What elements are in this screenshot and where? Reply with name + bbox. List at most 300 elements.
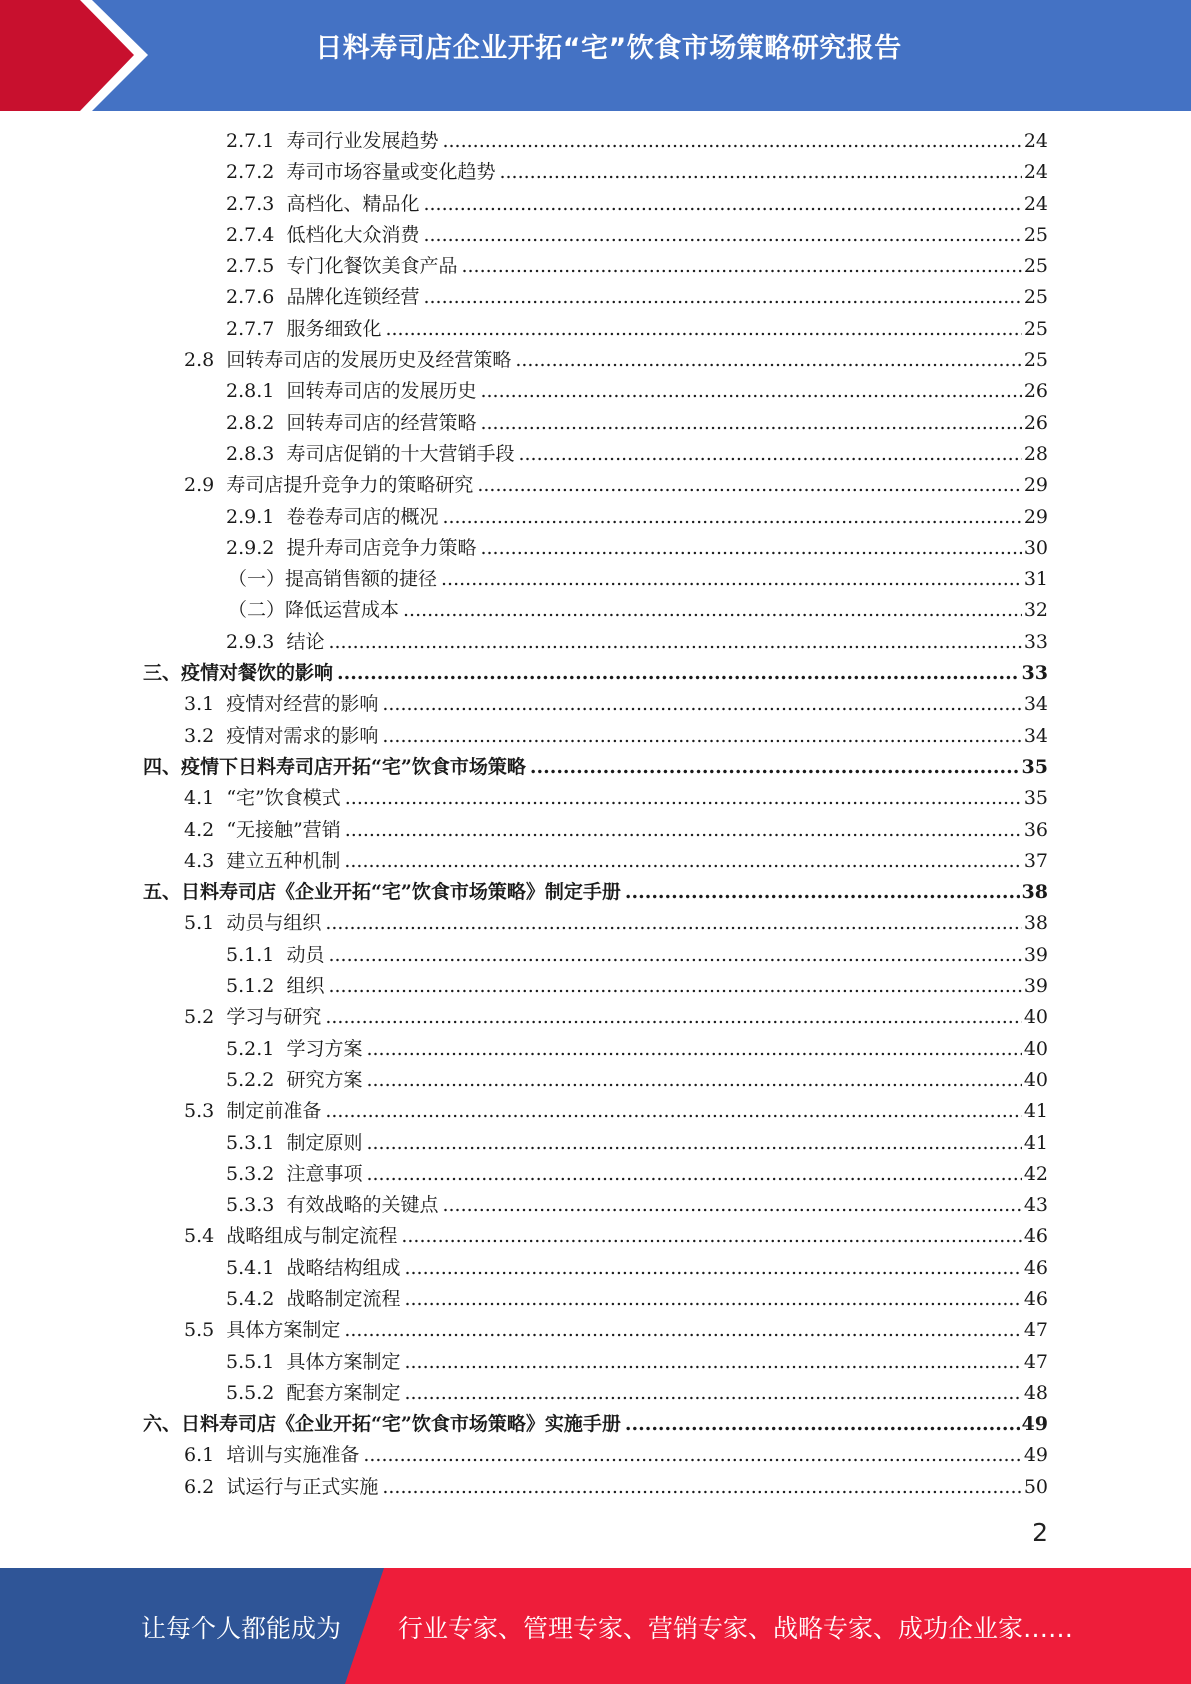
toc-page-number: 25 xyxy=(1023,286,1048,309)
toc-dot-leader xyxy=(337,658,1020,689)
toc-entry[interactable] xyxy=(0,1472,1191,1503)
toc-entry[interactable] xyxy=(0,1096,1191,1127)
toc-section-title: 动员与组织 xyxy=(226,912,322,935)
toc-number-spacer xyxy=(274,971,286,1002)
toc-entry[interactable] xyxy=(0,1253,1191,1284)
toc-dot-leader xyxy=(480,376,1021,407)
toc-section-number: 2.9.1 xyxy=(226,505,275,528)
toc-entry[interactable] xyxy=(0,533,1191,564)
toc-number-spacer xyxy=(274,940,286,971)
toc-section-number: 5.1.1 xyxy=(226,943,275,966)
toc-entry[interactable] xyxy=(0,658,1191,689)
toc-number-spacer xyxy=(274,314,286,345)
toc-entry[interactable] xyxy=(0,721,1191,752)
toc-entry-lead xyxy=(184,1440,1024,1471)
toc-dot-leader xyxy=(515,345,1021,376)
toc-page-number: 35 xyxy=(1021,755,1048,778)
toc-section-number: 4.1 xyxy=(184,787,215,810)
toc-entry-lead xyxy=(226,1034,1024,1065)
toc-section-title: （一）提高销售额的捷径 xyxy=(228,568,438,591)
toc-section-number: 2.7.6 xyxy=(226,286,275,309)
toc-number-spacer xyxy=(274,220,286,251)
toc-entry-lead xyxy=(226,1159,1024,1190)
toc-section-title: 试运行与正式实施 xyxy=(226,1475,379,1498)
toc-entry-lead xyxy=(226,502,1024,533)
toc-dot-leader xyxy=(403,595,1022,626)
toc-page-number: 26 xyxy=(1023,380,1048,403)
toc-number-spacer xyxy=(274,408,286,439)
toc-dot-leader xyxy=(499,157,1021,188)
toc-number-spacer xyxy=(274,157,286,188)
toc-section-title: 学习与研究 xyxy=(226,1006,322,1029)
toc-section-title: 卷卷寿司店的概况 xyxy=(286,505,439,528)
toc-entry-lead xyxy=(226,1347,1024,1378)
toc-number-spacer xyxy=(274,251,286,282)
toc-section-number: 2.8.1 xyxy=(226,380,275,403)
toc-entry-lead xyxy=(184,1096,1024,1127)
toc-entry[interactable] xyxy=(0,282,1191,313)
toc-page-number: 41 xyxy=(1023,1100,1048,1123)
toc-page-number: 49 xyxy=(1021,1413,1048,1436)
toc-section-number: 5.2 xyxy=(184,1006,215,1029)
toc-entry[interactable] xyxy=(0,1221,1191,1252)
toc-section-title: 五、日料寿司店《企业开拓“宅”饮食市场策略》制定手册 xyxy=(143,881,621,904)
toc-number-spacer xyxy=(214,908,226,939)
toc-dot-leader xyxy=(625,877,1020,908)
toc-entry[interactable] xyxy=(0,1190,1191,1221)
toc-entry-lead xyxy=(184,1002,1024,1033)
toc-number-spacer xyxy=(214,470,226,501)
toc-dot-leader xyxy=(366,1034,1021,1065)
toc-section-title: 寿司行业发展趋势 xyxy=(286,130,439,152)
toc-section-title: 具体方案制定 xyxy=(286,1350,401,1373)
toc-entry[interactable] xyxy=(0,376,1191,407)
toc-number-spacer xyxy=(214,1096,226,1127)
toc-dot-leader xyxy=(344,846,1021,877)
page-header xyxy=(0,0,1191,111)
toc-number-spacer xyxy=(214,1472,226,1503)
toc-number-spacer xyxy=(214,1440,226,1471)
toc-entry[interactable] xyxy=(0,1378,1191,1409)
toc-entry-lead xyxy=(228,564,1024,595)
toc-number-spacer xyxy=(214,721,226,752)
toc-dot-leader xyxy=(325,1096,1021,1127)
toc-section-number: 2.8.2 xyxy=(226,411,275,434)
toc-entry[interactable] xyxy=(0,1315,1191,1346)
toc-section-title: 战略制定流程 xyxy=(286,1287,401,1310)
toc-number-spacer xyxy=(214,1002,226,1033)
toc-entry[interactable] xyxy=(0,251,1191,282)
toc-number-spacer xyxy=(214,1221,226,1252)
toc-number-spacer xyxy=(274,1065,286,1096)
toc-page-number: 35 xyxy=(1023,787,1048,810)
toc-page-number: 39 xyxy=(1023,975,1048,998)
toc-page-number: 24 xyxy=(1023,130,1048,152)
toc-dot-leader xyxy=(480,533,1021,564)
toc-entry-lead xyxy=(184,783,1024,814)
toc-dot-leader xyxy=(328,971,1021,1002)
toc-section-number: 2.8.3 xyxy=(226,442,275,465)
toc-dot-leader xyxy=(345,783,1022,814)
toc-dot-leader xyxy=(442,502,1021,533)
toc-entry-lead xyxy=(143,752,1022,783)
toc-page-number: 41 xyxy=(1023,1131,1048,1154)
toc-entry[interactable] xyxy=(0,1065,1191,1096)
toc-section-number: 6.1 xyxy=(184,1444,215,1467)
toc-entry[interactable] xyxy=(0,752,1191,783)
toc-number-spacer xyxy=(274,1378,286,1409)
toc-dot-leader xyxy=(442,1190,1021,1221)
toc-entry-lead xyxy=(143,658,1022,689)
toc-entry[interactable] xyxy=(0,408,1191,439)
toc-dot-leader xyxy=(382,721,1021,752)
toc-dot-leader xyxy=(345,815,1022,846)
toc-dot-leader xyxy=(442,126,1021,157)
toc-entry-lead xyxy=(184,689,1024,720)
toc-entry-lead xyxy=(226,408,1024,439)
toc-entry-lead xyxy=(184,721,1024,752)
toc-page-number: 40 xyxy=(1023,1037,1048,1060)
toc-number-spacer xyxy=(274,282,286,313)
toc-number-spacer xyxy=(274,1347,286,1378)
toc-page-number: 25 xyxy=(1023,255,1048,278)
toc-dot-leader xyxy=(404,1253,1021,1284)
toc-page-number: 46 xyxy=(1023,1256,1048,1279)
toc-section-title: 回转寿司店的发展历史及经营策略 xyxy=(226,349,512,372)
toc-entry[interactable] xyxy=(0,940,1191,971)
toc-section-title: 六、日料寿司店《企业开拓“宅”饮食市场策略》实施手册 xyxy=(143,1413,621,1436)
toc-entry[interactable] xyxy=(0,627,1191,658)
toc-number-spacer xyxy=(274,1190,286,1221)
toc-entry-lead xyxy=(226,1190,1024,1221)
toc-section-title: 三、疫情对餐饮的影响 xyxy=(143,662,334,685)
toc-page-number: 25 xyxy=(1023,349,1048,372)
toc-page-number: 31 xyxy=(1023,568,1048,591)
toc-entry-lead xyxy=(184,1472,1024,1503)
toc-entry-lead xyxy=(226,1128,1024,1159)
toc-section-title: 动员 xyxy=(286,943,325,966)
toc-entry-lead xyxy=(226,1065,1024,1096)
toc-entry[interactable] xyxy=(0,595,1191,626)
toc-section-title: 战略结构组成 xyxy=(286,1256,401,1279)
toc-section-title: 研究方案 xyxy=(286,1068,363,1091)
toc-entry[interactable] xyxy=(0,314,1191,345)
toc-entry[interactable] xyxy=(0,439,1191,470)
toc-entry[interactable] xyxy=(0,157,1191,188)
toc-section-title: 四、疫情下日料寿司店开拓“宅”饮食市场策略 xyxy=(143,755,526,778)
toc-entry[interactable] xyxy=(0,1159,1191,1190)
toc-dot-leader xyxy=(344,1315,1021,1346)
toc-dot-leader xyxy=(325,908,1021,939)
toc-number-spacer xyxy=(274,439,286,470)
toc-page-number: 33 xyxy=(1023,630,1048,653)
toc-dot-leader xyxy=(328,627,1021,658)
toc-page-number: 25 xyxy=(1023,317,1048,340)
toc-page-number: 40 xyxy=(1023,1068,1048,1091)
toc-number-spacer xyxy=(274,126,286,157)
toc-section-number: 3.2 xyxy=(184,724,215,747)
toc-page-number: 32 xyxy=(1023,599,1048,622)
toc-section-number: 2.7.5 xyxy=(226,255,275,278)
toc-entry[interactable] xyxy=(0,1128,1191,1159)
toc-entry[interactable] xyxy=(0,220,1191,251)
toc-entry[interactable] xyxy=(0,1347,1191,1378)
toc-page-number: 43 xyxy=(1023,1194,1048,1217)
toc-section-number: 4.3 xyxy=(184,849,215,872)
toc-entry[interactable] xyxy=(0,971,1191,1002)
toc-entry[interactable] xyxy=(0,846,1191,877)
toc-page-number: 40 xyxy=(1023,1006,1048,1029)
toc-page-number: 33 xyxy=(1021,662,1048,685)
toc-page-number: 48 xyxy=(1023,1381,1048,1404)
toc-entry-lead xyxy=(228,595,1024,626)
toc-dot-leader xyxy=(480,408,1021,439)
toc-entry[interactable] xyxy=(0,502,1191,533)
toc-dot-leader xyxy=(530,752,1020,783)
toc-entry-lead xyxy=(226,1253,1024,1284)
toc-page-number: 25 xyxy=(1023,223,1048,246)
toc-number-spacer xyxy=(274,1159,286,1190)
toc-dot-leader xyxy=(366,1128,1021,1159)
toc-entry-lead xyxy=(226,439,1024,470)
toc-entry[interactable] xyxy=(0,1002,1191,1033)
toc-entry[interactable] xyxy=(0,470,1191,501)
toc-entry-lead xyxy=(184,846,1024,877)
toc-section-number: 5.4.1 xyxy=(226,1256,275,1279)
toc-entry-lead xyxy=(226,533,1024,564)
toc-section-number: 5.3.3 xyxy=(226,1194,275,1217)
toc-number-spacer xyxy=(274,189,286,220)
toc-page-number: 29 xyxy=(1023,505,1048,528)
toc-entry-lead xyxy=(226,314,1024,345)
toc-section-number: 6.2 xyxy=(184,1475,215,1498)
toc-page-number: 49 xyxy=(1023,1444,1048,1467)
toc-entry-lead xyxy=(226,220,1024,251)
page-footer xyxy=(0,1568,1191,1684)
toc-page-number: 47 xyxy=(1023,1319,1048,1342)
toc-number-spacer xyxy=(274,533,286,564)
toc-number-spacer xyxy=(214,689,226,720)
toc-page-number: 34 xyxy=(1023,724,1048,747)
toc-section-number: 5.3.1 xyxy=(226,1131,275,1154)
toc-dot-leader xyxy=(423,220,1021,251)
toc-section-number: 5.3 xyxy=(184,1100,215,1123)
toc-section-title: 低档化大众消费 xyxy=(286,223,420,246)
toc-entry-lead xyxy=(184,1315,1024,1346)
toc-section-number: 4.2 xyxy=(184,818,215,841)
toc-section-number: 5.3.2 xyxy=(226,1162,275,1185)
toc-entry-lead xyxy=(143,1409,1022,1440)
toc-entry[interactable] xyxy=(0,689,1191,720)
toc-section-title: （二）降低运营成本 xyxy=(228,599,400,622)
toc-entry[interactable] xyxy=(0,1034,1191,1065)
toc-number-spacer xyxy=(214,815,226,846)
toc-entry-lead xyxy=(226,971,1024,1002)
toc-number-spacer xyxy=(214,846,226,877)
toc-page-number: 36 xyxy=(1023,818,1048,841)
toc-section-number: 5.5.2 xyxy=(226,1381,275,1404)
toc-section-number: 2.7.7 xyxy=(226,317,275,340)
toc-dot-leader xyxy=(518,439,1021,470)
toc-number-spacer xyxy=(274,1284,286,1315)
toc-section-title: “无接触”营销 xyxy=(226,818,341,841)
toc-entry[interactable] xyxy=(0,1409,1191,1440)
toc-number-spacer xyxy=(274,376,286,407)
toc-page-number: 39 xyxy=(1023,943,1048,966)
toc-page-number: 29 xyxy=(1023,474,1048,497)
toc-number-spacer xyxy=(274,502,286,533)
toc-section-number: 5.1 xyxy=(184,912,215,935)
toc-number-spacer xyxy=(214,1315,226,1346)
toc-entry-lead xyxy=(226,251,1024,282)
toc-entry-lead xyxy=(184,470,1024,501)
toc-section-title: 回转寿司店的发展历史 xyxy=(286,380,477,403)
toc-entry-lead xyxy=(226,126,1024,157)
toc-section-number: 2.9.2 xyxy=(226,536,275,559)
toc-dot-leader xyxy=(366,1159,1021,1190)
toc-section-number: 2.9.3 xyxy=(226,630,275,653)
toc-section-title: 战略组成与制定流程 xyxy=(226,1225,398,1248)
toc-number-spacer xyxy=(274,1034,286,1065)
toc-page-number: 26 xyxy=(1023,411,1048,434)
toc-entry[interactable] xyxy=(0,345,1191,376)
toc-dot-leader xyxy=(423,189,1021,220)
toc-entry-lead xyxy=(226,157,1024,188)
toc-dot-leader xyxy=(461,251,1021,282)
toc-section-number: 2.7.2 xyxy=(226,161,275,184)
toc-section-number: 3.1 xyxy=(184,693,215,716)
toc-section-title: 专门化餐饮美食产品 xyxy=(286,255,458,278)
toc-entry[interactable] xyxy=(0,877,1191,908)
footer-slogan-right: 行业专家、管理专家、营销专家、战略专家、成功企业家…… xyxy=(398,1614,1074,1643)
toc-number-spacer xyxy=(274,1253,286,1284)
toc-page-number: 24 xyxy=(1023,161,1048,184)
toc-section-number: 2.9 xyxy=(184,474,215,497)
toc-entry-lead xyxy=(226,627,1024,658)
toc-section-number: 2.7.1 xyxy=(226,130,275,152)
toc-page-number: 50 xyxy=(1023,1475,1048,1498)
toc-section-number: 5.5 xyxy=(184,1319,215,1342)
toc-section-number: 2.8 xyxy=(184,349,215,372)
toc-entry[interactable] xyxy=(0,1284,1191,1315)
toc-section-number: 5.5.1 xyxy=(226,1350,275,1373)
toc-page-number: 34 xyxy=(1023,693,1048,716)
toc-entry-lead xyxy=(184,345,1024,376)
footer-slogan-left: 让每个人都能成为 xyxy=(141,1614,342,1643)
toc-dot-leader xyxy=(366,1065,1021,1096)
toc-page-number: 37 xyxy=(1023,849,1048,872)
toc-dot-leader xyxy=(363,1440,1021,1471)
toc-entry[interactable] xyxy=(0,189,1191,220)
toc-section-number: 5.4.2 xyxy=(226,1287,275,1310)
toc-section-title: 寿司店提升竞争力的策略研究 xyxy=(226,474,474,497)
toc-section-title: “宅”饮食模式 xyxy=(226,787,341,810)
toc-page-number: 38 xyxy=(1023,912,1048,935)
toc-entry-lead xyxy=(226,1378,1024,1409)
toc-section-title: 结论 xyxy=(286,630,325,653)
toc-entry-lead xyxy=(184,815,1024,846)
toc-section-title: 寿司店促销的十大营销手段 xyxy=(286,442,515,465)
toc-section-title: 疫情对经营的影响 xyxy=(226,693,379,716)
toc-number-spacer xyxy=(274,1128,286,1159)
toc-page-number: 30 xyxy=(1023,536,1048,559)
toc-dot-leader xyxy=(401,1221,1021,1252)
toc-page-number: 46 xyxy=(1023,1287,1048,1310)
toc-dot-leader xyxy=(625,1409,1020,1440)
toc-section-title: 制定原则 xyxy=(286,1131,363,1154)
toc-page-number: 46 xyxy=(1023,1225,1048,1248)
toc-entry[interactable] xyxy=(0,908,1191,939)
toc-entry-lead xyxy=(226,282,1024,313)
toc-entry-lead xyxy=(184,1221,1024,1252)
toc-entry-lead xyxy=(226,940,1024,971)
toc-section-number: 5.1.2 xyxy=(226,975,275,998)
toc-section-title: 提升寿司店竞争力策略 xyxy=(286,536,477,559)
toc-section-number: 5.2.1 xyxy=(226,1037,275,1060)
toc-entry-lead xyxy=(143,877,1022,908)
toc-section-title: 服务细致化 xyxy=(286,317,382,340)
toc-number-spacer xyxy=(274,627,286,658)
toc-section-title: 疫情对需求的影响 xyxy=(226,724,379,747)
toc-entry[interactable] xyxy=(0,783,1191,814)
toc-number-spacer xyxy=(214,345,226,376)
toc-dot-leader xyxy=(382,1472,1021,1503)
toc-section-number: 5.4 xyxy=(184,1225,215,1248)
toc-dot-leader xyxy=(325,1002,1021,1033)
toc-section-title: 制定前准备 xyxy=(226,1100,322,1123)
toc-section-title: 组织 xyxy=(286,975,325,998)
table-of-contents xyxy=(0,126,1191,1503)
document-title: 日料寿司店企业开拓“宅”饮食市场策略研究报告 xyxy=(315,33,902,64)
toc-dot-leader xyxy=(477,470,1021,501)
toc-entry-lead xyxy=(226,1284,1024,1315)
toc-page-number: 42 xyxy=(1023,1162,1048,1185)
toc-dot-leader xyxy=(404,1284,1021,1315)
toc-section-title: 寿司市场容量或变化趋势 xyxy=(286,161,496,184)
toc-dot-leader xyxy=(423,282,1021,313)
toc-section-title: 建立五种机制 xyxy=(226,849,341,872)
toc-entry-lead xyxy=(226,189,1024,220)
toc-entry[interactable] xyxy=(0,564,1191,595)
toc-page-number: 47 xyxy=(1023,1350,1048,1373)
toc-entry-lead xyxy=(184,908,1024,939)
toc-dot-leader xyxy=(441,564,1022,595)
toc-page-number: 28 xyxy=(1023,442,1048,465)
toc-section-title: 配套方案制定 xyxy=(286,1381,401,1404)
toc-dot-leader xyxy=(404,1378,1021,1409)
toc-dot-leader xyxy=(385,314,1021,345)
toc-page-number: 38 xyxy=(1021,881,1048,904)
toc-dot-leader xyxy=(404,1347,1021,1378)
toc-entry-lead xyxy=(226,376,1024,407)
toc-page-number: 24 xyxy=(1023,192,1048,215)
page-number: 2 xyxy=(1032,1518,1048,1547)
toc-section-number: 2.7.4 xyxy=(226,223,275,246)
toc-section-number: 5.2.2 xyxy=(226,1068,275,1091)
toc-dot-leader xyxy=(328,940,1021,971)
toc-section-title: 回转寿司店的经营策略 xyxy=(286,411,477,434)
toc-entry[interactable] xyxy=(0,126,1191,157)
toc-entry[interactable] xyxy=(0,815,1191,846)
toc-section-title: 注意事项 xyxy=(286,1162,363,1185)
toc-section-title: 培训与实施准备 xyxy=(226,1444,360,1467)
toc-section-title: 高档化、精品化 xyxy=(286,192,420,215)
toc-dot-leader xyxy=(382,689,1021,720)
toc-section-number: 2.7.3 xyxy=(226,192,275,215)
toc-entry[interactable] xyxy=(0,1440,1191,1471)
toc-section-title: 品牌化连锁经营 xyxy=(286,286,420,309)
toc-number-spacer xyxy=(214,783,226,814)
